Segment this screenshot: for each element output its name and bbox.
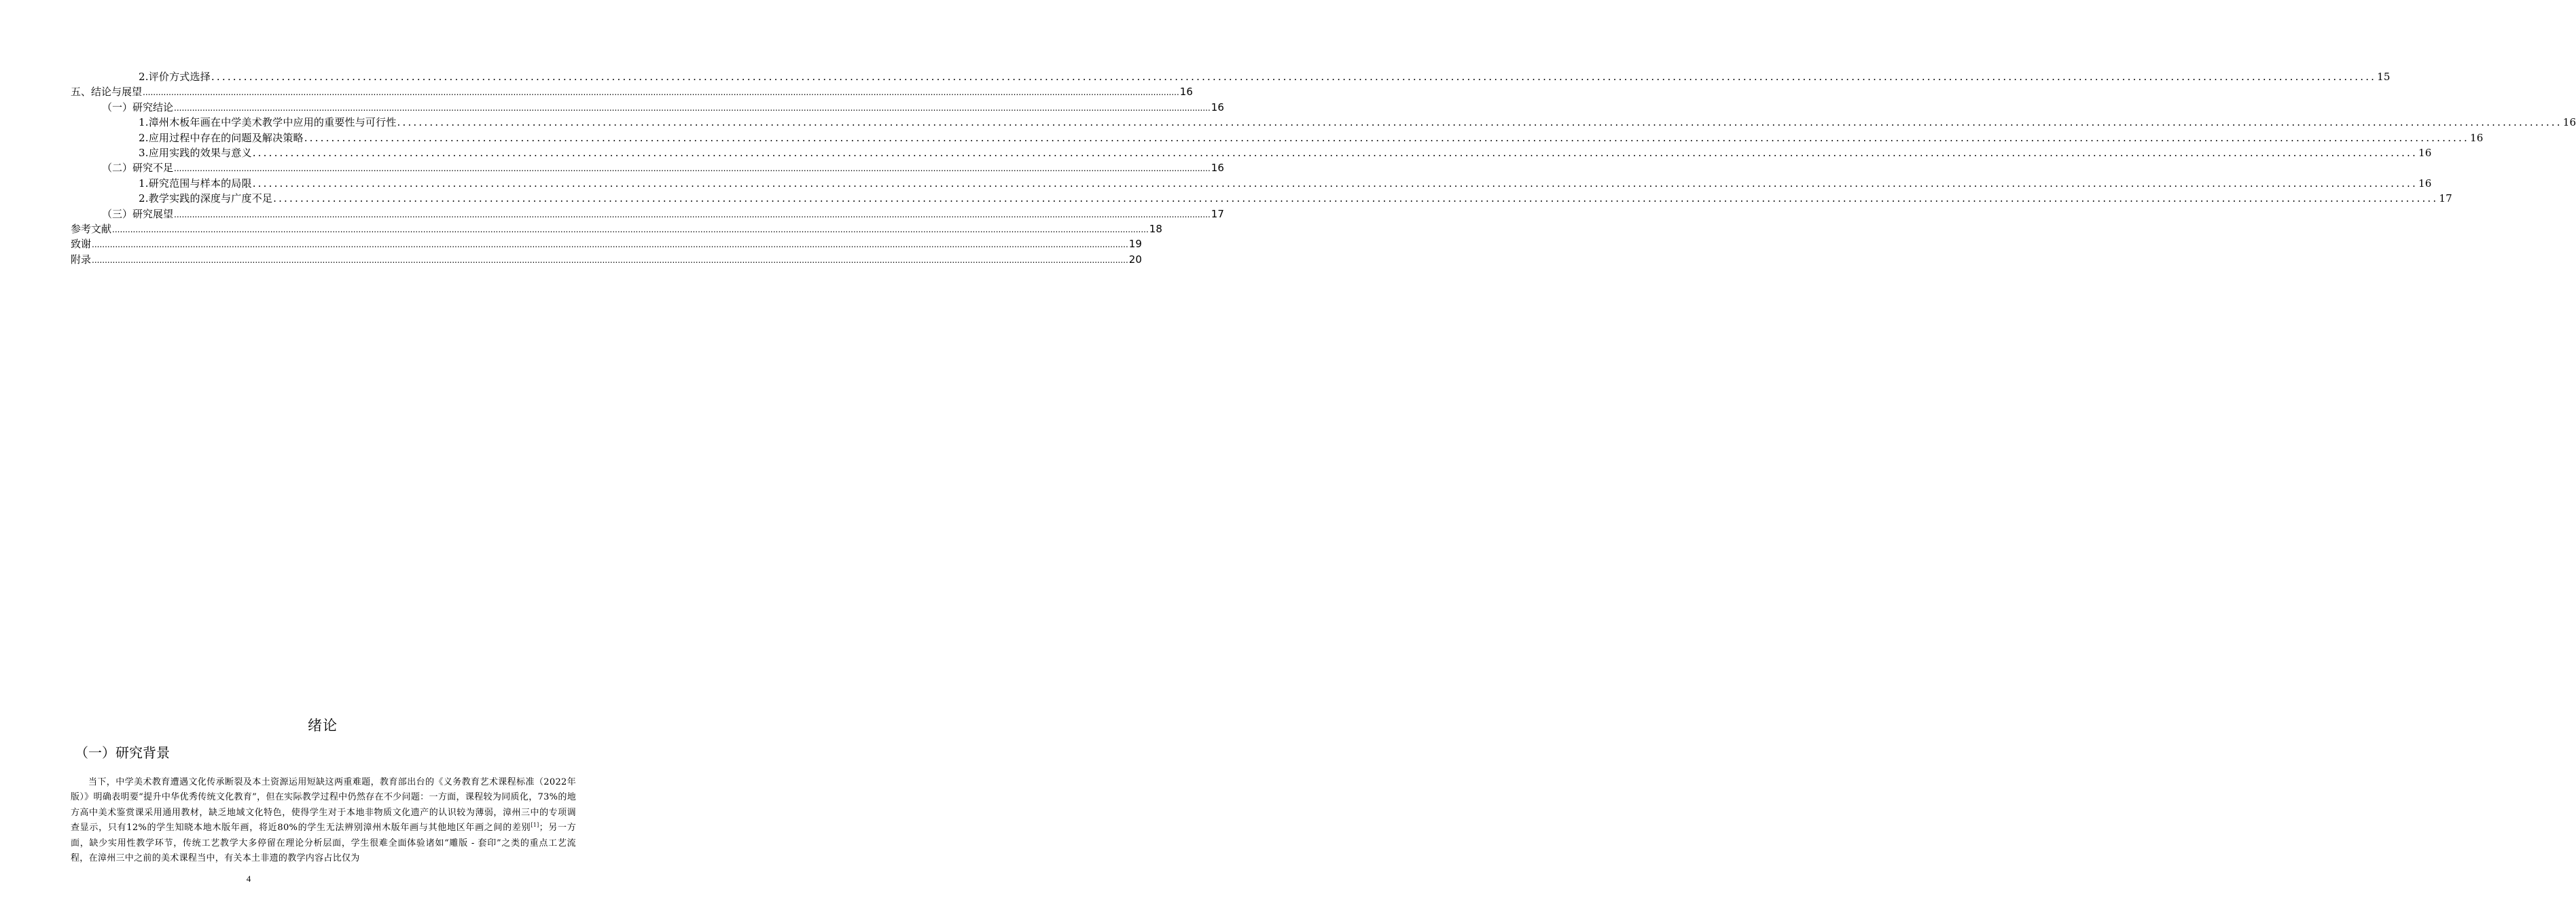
toc-entry-label: 3.应用实践的效果与意义 — [139, 146, 252, 159]
toc-dot-leader: ................................................................................................................................................................................................................................................................................................................................................................................................................ — [92, 240, 1128, 250]
toc-dot-leader: ................................................................................................................................................................................................................................................................................................................................................................................................................ — [174, 164, 1211, 174]
toc-entry-page: 15 — [2377, 71, 2391, 83]
toc-entry-label: （一）研究结论 — [102, 101, 174, 113]
section-title: （一）研究背景 — [75, 745, 170, 761]
paragraph-text-continued: ；另一方面，缺少实用性教学环节，传统工艺教学大多停留在理论分析层面，学生很难全面体验诸如“雕版 - 套印”之类的重点工艺流程，在漳州三中之前的美术课程当中，有关本土非遗的教学内容占比仅为 — [71, 823, 577, 864]
toc-entry-label: 五、结论与展望 — [71, 86, 143, 99]
toc-entry[interactable] — [71, 84, 1193, 99]
toc-entry-page: 16 — [2469, 131, 2484, 144]
toc-entry-label: 2.应用过程中存在的问题及解决策略 — [139, 131, 304, 144]
toc-entry[interactable] — [71, 100, 1224, 115]
toc-dot-leader: ................................................................................................................................................................................................................................................................................................................................................................................................................ — [174, 103, 1211, 113]
toc-dot-leader: ................................................................................................................................................................................................................................................................................................................................................................................................................ — [304, 131, 2469, 144]
toc-entry[interactable] — [71, 115, 2576, 130]
toc-dot-leader: ................................................................................................................................................................................................................................................................................................................................................................................................................ — [211, 71, 2377, 83]
citation-marker: [1] — [531, 822, 539, 829]
toc-entry-label: 1.研究范围与样本的局限 — [139, 177, 252, 190]
toc-entry-label: 致谢 — [71, 238, 92, 251]
toc-entry[interactable] — [71, 145, 2432, 160]
chapter-title: 绪论 — [308, 717, 338, 734]
toc-entry[interactable] — [71, 191, 2452, 206]
toc-entry-page: 16 — [1211, 101, 1224, 113]
toc-entry-page: 19 — [1128, 238, 1142, 251]
toc-dot-leader: ................................................................................................................................................................................................................................................................................................................................................................................................................ — [112, 224, 1149, 234]
toc-dot-leader: ................................................................................................................................................................................................................................................................................................................................................................................................................ — [92, 255, 1128, 265]
toc-entry[interactable] — [71, 252, 1142, 267]
toc-entry[interactable] — [71, 69, 2391, 84]
toc-entry-page: 17 — [2439, 192, 2452, 205]
paragraph-text: 当下，中学美术教育遭遇文化传承断裂及本土资源运用短缺这两重难题，教育部出台的《义务教育艺术课程标准（2022年版）》明确表明要“提升中华优秀传统文化教育”，但在实际教学过程中仍然存在不少问题：一方面，课程较为同质化，73%的地方高中美术鉴赏课采用通用教材，缺乏地域文化特色，使得学生对于本地非物质文化遗产的认识较为薄弱，漳州三中的专项调查显示，只有12%的学生知晓本地木版年画，将近80%的学生无法辨别漳州木版年画与其他地区年画之间的差别 — [71, 777, 576, 834]
table-of-contents — [71, 69, 2576, 267]
toc-dot-leader: ................................................................................................................................................................................................................................................................................................................................................................................................................ — [143, 88, 1179, 98]
toc-dot-leader: ................................................................................................................................................................................................................................................................................................................................................................................................................ — [252, 146, 2418, 159]
toc-entry-page: 17 — [1211, 207, 1224, 220]
toc-dot-leader: ................................................................................................................................................................................................................................................................................................................................................................................................................ — [252, 177, 2418, 190]
toc-entry-label: （二）研究不足 — [102, 162, 174, 175]
toc-entry[interactable] — [71, 176, 2432, 191]
toc-entry-label: （三）研究展望 — [102, 207, 174, 220]
page-number: 4 — [246, 874, 251, 884]
toc-entry-page: 16 — [2562, 116, 2576, 129]
toc-entry-page: 18 — [1149, 222, 1162, 235]
toc-entry-label: 2.教学实践的深度与广度不足 — [139, 192, 273, 205]
toc-entry[interactable] — [71, 130, 2484, 145]
toc-entry[interactable] — [71, 160, 1224, 175]
toc-dot-leader: ................................................................................................................................................................................................................................................................................................................................................................................................................ — [174, 209, 1211, 219]
toc-entry-page: 16 — [2418, 146, 2432, 159]
toc-entry-label: 附录 — [71, 253, 92, 266]
body-paragraph — [71, 775, 576, 866]
toc-entry-page: 16 — [1211, 162, 1224, 175]
toc-entry-label: 1.漳州木板年画在中学美术教学中应用的重要性与可行性 — [139, 116, 397, 129]
toc-entry-label: 2.评价方式选择 — [139, 71, 211, 83]
toc-entry-page: 16 — [2418, 177, 2432, 190]
toc-entry-label: 参考文献 — [71, 222, 112, 235]
toc-dot-leader: ................................................................................................................................................................................................................................................................................................................................................................................................................ — [397, 116, 2562, 129]
toc-entry[interactable] — [71, 236, 1142, 251]
toc-entry-page: 20 — [1128, 253, 1142, 266]
toc-entry[interactable] — [71, 207, 1224, 221]
toc-entry[interactable] — [71, 221, 1162, 236]
toc-entry-page: 16 — [1179, 86, 1193, 99]
toc-dot-leader: ................................................................................................................................................................................................................................................................................................................................................................................................................ — [273, 192, 2439, 205]
